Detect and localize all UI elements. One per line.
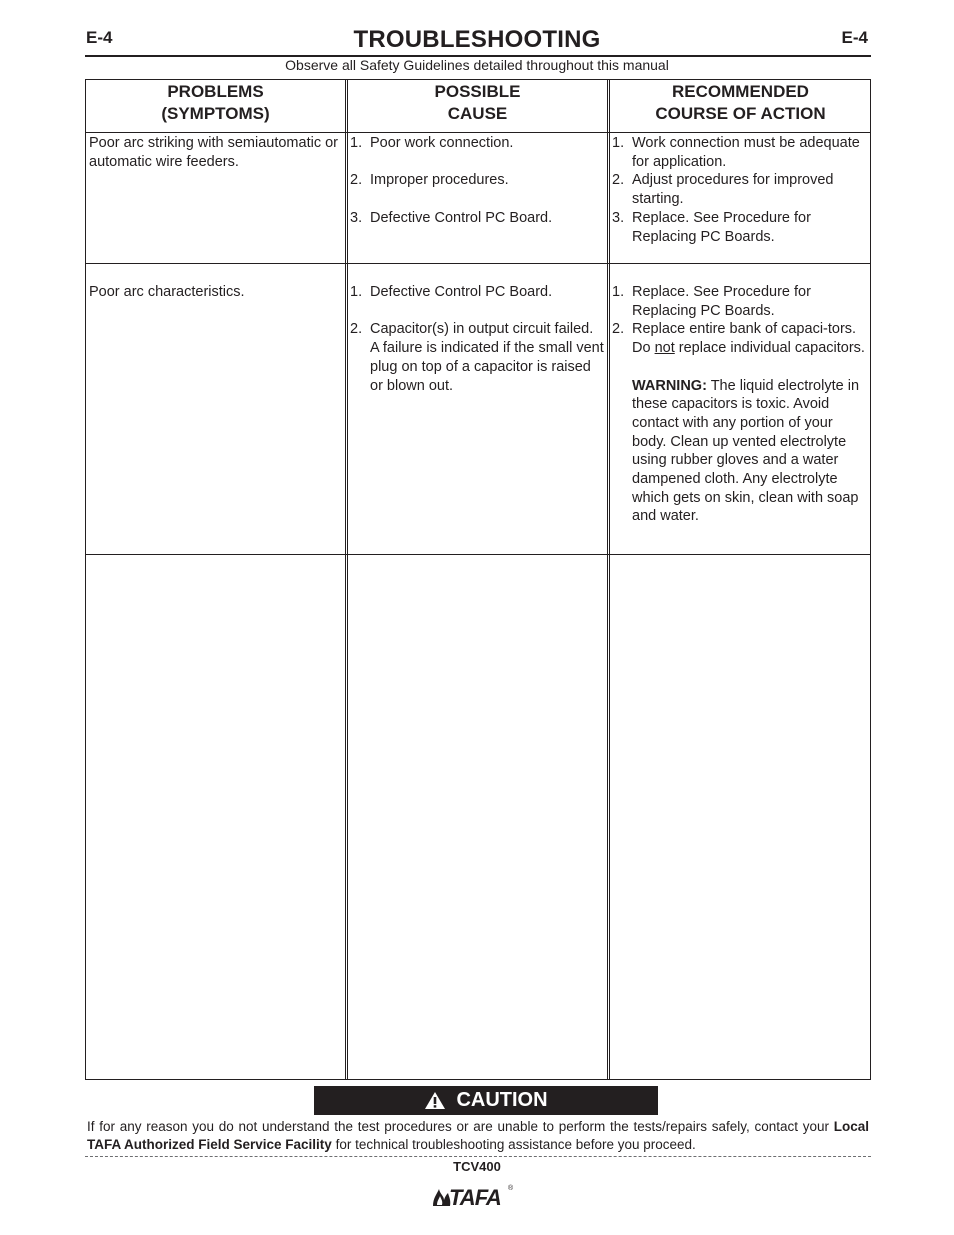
page-number-left: E-4 bbox=[86, 28, 113, 47]
list-item: 1. Replace. See Procedure for Replacing PC Boards. bbox=[612, 284, 811, 319]
warning-text: The liquid electrolyte in these capacitors is toxic. Avoid contact with any portion of your body. Clean up vented electrolyte using rubber gloves and a water dampened cloth. Any electrolyte which gets on skin, clean with soap and water. bbox=[632, 377, 860, 525]
caution-text: If for any reason you do not understand the test procedures or are unable to perform the tests/repairs safely, contact your Local TAFA Authorized Field Service Facility for technical troubleshooting assistance before you proceed. bbox=[87, 1119, 869, 1152]
troubleshooting-table bbox=[85, 79, 871, 1080]
page-title: TROUBLESHOOTING bbox=[353, 26, 601, 53]
list-item: 2. Capacitor(s) in output circuit failed. A failure is indicated if the small vent plug on top of a capacitor is raised or blown out. bbox=[350, 321, 604, 394]
row1-actions bbox=[610, 134, 868, 246]
row1-causes bbox=[348, 134, 604, 227]
logo-wordmark: TAFA bbox=[449, 1185, 501, 1208]
warning-triangle-icon bbox=[424, 1091, 446, 1110]
emphasis-not: not bbox=[654, 340, 675, 357]
header-divider bbox=[86, 132, 870, 133]
page-number-right: E-4 bbox=[841, 28, 868, 47]
row2-causes bbox=[348, 283, 604, 395]
list-item: 1. Work connection must be adequate for application. bbox=[612, 135, 860, 170]
row2-actions bbox=[610, 283, 868, 526]
footer-divider bbox=[85, 1156, 871, 1157]
warning-label: WARNING: bbox=[632, 377, 707, 394]
header-possible-cause: POSSIBLE CAUSE bbox=[434, 82, 521, 123]
row2-problem: Poor arc characteristics. bbox=[89, 284, 245, 300]
row1-problem: Poor arc striking with semiautomatic or automatic wire feeders. bbox=[89, 135, 338, 170]
warning-note bbox=[610, 377, 868, 527]
header-problems: PROBLEMS (SYMPTOMS) bbox=[161, 82, 270, 123]
flame-icon bbox=[433, 1189, 450, 1206]
list-item: 1. Poor work connection. bbox=[350, 135, 514, 151]
list-item: 3. Replace. See Procedure for Replacing PC Boards. bbox=[612, 209, 811, 245]
model-number: TCV400 bbox=[453, 1159, 501, 1174]
list-item: 2. Improper procedures. bbox=[350, 172, 509, 189]
caution-label: CAUTION bbox=[456, 1089, 548, 1111]
caution-banner bbox=[314, 1086, 658, 1115]
list-item: 1. Defective Control PC Board. bbox=[350, 284, 553, 300]
list-item: 2. Adjust procedures for improved starting. bbox=[612, 172, 834, 208]
safety-note: Observe all Safety Guidelines detailed throughout this manual bbox=[285, 57, 669, 73]
list-item: 3. Defective Control PC Board. bbox=[350, 209, 553, 226]
registered-mark: ® bbox=[508, 1185, 514, 1192]
row-divider bbox=[86, 554, 870, 555]
header-course-of-action: RECOMMENDED COURSE OF ACTION bbox=[655, 82, 826, 123]
column-divider bbox=[345, 80, 348, 1079]
service-facility: Local TAFA Authorized Field Service Facility bbox=[87, 1119, 869, 1152]
tafa-logo bbox=[431, 1180, 515, 1208]
row-divider bbox=[86, 263, 870, 264]
list-item: 2. Replace entire bank of capaci-tors. Do not replace individual capacitors. bbox=[612, 321, 865, 357]
